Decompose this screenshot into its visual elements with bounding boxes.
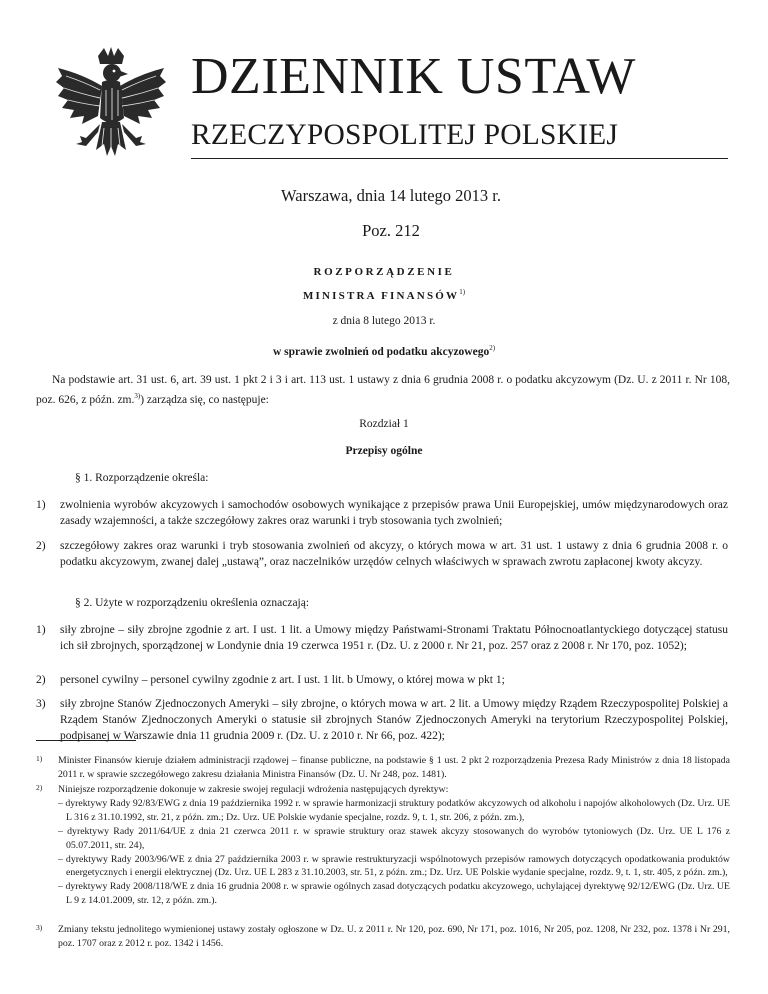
list-item <box>36 538 728 570</box>
masthead-rule <box>191 158 728 159</box>
section-heading: § 2. Użyte w rozporządzeniu określenia oznaczają: <box>75 597 310 609</box>
issue-dateline: Warszawa, dnia 14 lutego 2013 r. <box>281 186 501 205</box>
list-item-text: siły zbrojne Stanów Zjednoczonych Ameryki – siły zbrojne, o których mowa w art. 2 lit. a Umowy między Rządem Rzeczypospolitej Polskiej a Rządem Stanów Zjednoczonych Ameryki o statusie sił zbrojnych Stanów Zjednoczonych Ameryki na terytorium Rzeczypospolitej Polskiej, podpisanej w Warszawie dnia 11 grudnia 2009 r. (Dz. U. z 2010 r. Nr 66, poz. 422); <box>60 698 728 742</box>
act-author <box>0 288 768 302</box>
issue-position: Poz. 212 <box>362 221 420 240</box>
act-subject <box>0 344 768 358</box>
list-item-number: 2) <box>36 674 46 686</box>
footnote-number: 2) <box>36 783 43 792</box>
list-item <box>36 622 728 654</box>
chapter-label: Rozdział 1 <box>359 418 409 430</box>
footnote-3 <box>36 923 730 951</box>
chapter-title: Przepisy ogólne <box>345 445 423 457</box>
act-subject-text: w sprawie zwolnień od podatku akcyzowego <box>272 346 490 358</box>
footnote-number: 1) <box>36 754 43 763</box>
footnote-directive: – dyrektywy Rady 2003/96/WE z dnia 27 października 2003 r. w sprawie restrukturyzacji wspólnotowych przepisów ramowych dotyczących opodatkowania produktów energetycznych i energii elektrycznej (Dz. Urz. UE L 283 z 31.10.2003, str. 51, z późn. zm.; Dz. Urz. UE Polskie wydanie specjalne, rozdz. 9, t. 1, str. 405, z późn. zm.), <box>58 853 730 879</box>
act-type: ROZPORZĄDZENIE <box>313 266 455 278</box>
footnote-ref-1[interactable]: 1) <box>459 288 466 296</box>
list-item <box>36 497 728 529</box>
masthead-subtitle: RZECZYPOSPOLITEJ POLSKIEJ <box>191 119 619 151</box>
footnote-text: Minister Finansów kieruje działem administracji rządowej – finanse publiczne, na podstawie § 1 ust. 2 pkt 2 rozporządzenia Prezesa Rady Ministrów z dnia 18 listopada 2011 r. w sprawie szczegółowego zakresu działania Ministra Finansów (Dz. U. Nr 248, poz. 1481). <box>58 755 730 780</box>
footnote-text: Niniejsze rozporządzenie dokonuje w zakresie swojej regulacji wdrożenia następujących dyrektyw: <box>58 784 449 795</box>
footnote-body <box>58 783 730 908</box>
list-item-number: 1) <box>36 624 46 636</box>
eagle-emblem-icon <box>52 46 170 184</box>
list-item-text: zwolnienia wyrobów akcyzowych i samochodów osobowych wynikające z przepisów prawa Unii Europejskiej, umów międzynarodowych oraz zasady wzajemności, a także szczegółowy zakres oraz warunki i tryb stosowania tych zwolnień; <box>60 499 728 527</box>
list-item <box>36 696 728 744</box>
list-item-text: siły zbrojne – siły zbrojne zgodnie z art. I ust. 1 lit. a Umowy między Państwami-Stronami Traktatu Północnoatlantyckiego dotyczącej statusu ich sił zbrojnych, sporządzonej w Londynie dnia 19 czerwca 1951 r. (Dz. U. z 2000 r. Nr 21, poz. 257 oraz z 2008 r. Nr 170, poz. 1052); <box>60 624 728 652</box>
list-item-text: personel cywilny – personel cywilny zgodnie z art. I ust. 1 lit. b Umowy, o której mowa w pkt 1; <box>60 674 505 686</box>
list-item-number: 2) <box>36 540 46 552</box>
list-item <box>36 672 728 688</box>
footnote-1 <box>36 754 730 782</box>
list-item-text: szczegółowy zakres oraz warunki i tryb stosowania zwolnień od akcyzy, o których mowa w art. 31 ust. 1 ustawy z dnia 6 grudnia 2008 r. o podatku akcyzowym, zwanej dalej „ustawą”, oraz naczelników urzędów celnych właściwych w sprawach zwrotu zapłaconej kwoty akcyzy. <box>60 540 728 568</box>
act-author-text: MINISTRA FINANSÓW <box>302 290 460 302</box>
section-heading: § 1. Rozporządzenie określa: <box>75 472 209 484</box>
masthead-title: DZIENNIK USTAW <box>191 48 636 105</box>
list-item-number: 1) <box>36 499 46 511</box>
list-item-number: 3) <box>36 698 46 710</box>
footnote-2 <box>36 783 730 908</box>
footnote-text: Zmiany tekstu jednolitego wymienionej ustawy zostały ogłoszone w Dz. U. z 2011 r. Nr 120, poz. 690, Nr 171, poz. 1016, Nr 205, poz. 1208, Nr 232, poz. 1378 i Nr 291, poz. 1707 oraz z 2012 r. poz. 1342 i 1456. <box>58 924 730 949</box>
footnote-ref-2[interactable]: 2) <box>489 344 496 352</box>
footnote-directive: – dyrektywy Rady 92/83/EWG z dnia 19 października 1992 r. w sprawie harmonizacji struktury podatków akcyzowych od alkoholu i napojów alkoholowych (Dz. Urz. UE L 316 z 31.10.1992, str. 21, z późn. zm.; Dz. Urz. UE Polskie wydanie specjalne, rozdz. 9, t. 1, str. 206, z późn. zm.), <box>58 797 730 823</box>
footnote-rule <box>36 740 136 741</box>
footnote-directive: – dyrektywy Rady 2011/64/UE z dnia 21 czerwca 2011 r. w sprawie struktury oraz stawek akcyzy stosowanych do wyrobów tytoniowych (Dz. Urz. UE L 176 z 05.07.2011, str. 24), <box>58 825 730 851</box>
footnote-directive: – dyrektywy Rady 2008/118/WE z dnia 16 grudnia 2008 r. w sprawie ogólnych zasad dotyczących podatku akcyzowego, uchylającej dyrektywę 92/12/EWG (Dz. Urz. UE L 9 z 14.01.2009, str. 12, z późn. zm.). <box>58 881 730 907</box>
legal-basis-text: Na podstawie art. 31 ust. 6, art. 39 ust. 1 pkt 2 i 3 i art. 113 ust. 1 ustawy z dnia 6 grudnia 2008 r. o podatku akcyzowym (Dz. U. z 2011 r. Nr 108, poz. 626, z późn. zm. <box>36 374 730 406</box>
legal-basis-paragraph <box>36 372 730 408</box>
footnote-ref-3[interactable]: 3) <box>134 392 141 400</box>
act-date: z dnia 8 lutego 2013 r. <box>332 315 436 327</box>
legal-basis-text-end: ) zarządza się, co następuje: <box>140 394 269 406</box>
footnote-number: 3) <box>36 923 43 932</box>
